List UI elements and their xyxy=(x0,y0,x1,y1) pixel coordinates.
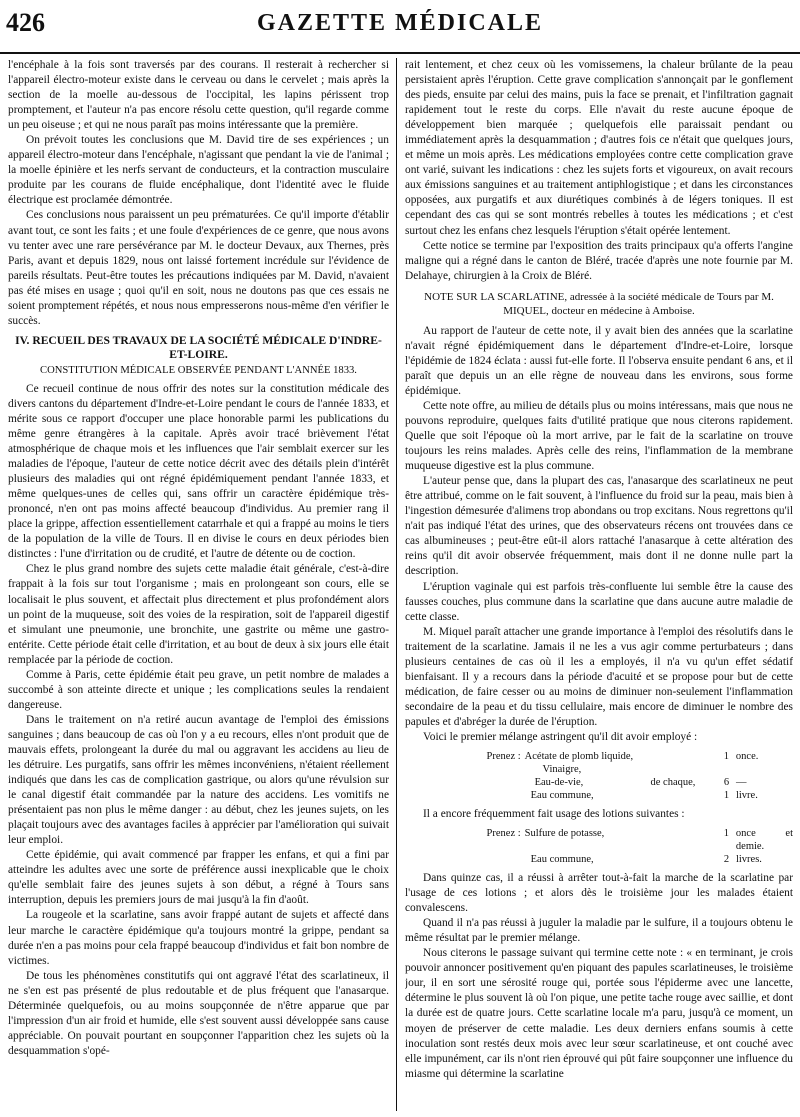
paragraph: La rougeole et la scarlatine, sans avoir frappé autant de sujets et affecté dans leur marche le caractère épidémique qu'a toujours montré la grippe, pendant sa durée n'en a pas moins pour cela frappé beaucoup d'individus et fait bon nombre de victimes. xyxy=(8,909,389,967)
ingredient: Eau commune, xyxy=(530,854,594,866)
prescription-label: Prenez : xyxy=(486,828,521,840)
unit: livre. xyxy=(735,790,758,802)
quantity: 6 xyxy=(723,777,730,789)
paragraph: Voici le premier mélange astringent qu'il dit avoir employé : xyxy=(423,730,698,743)
paragraph: Nous citerons le passage suivant qui termine cette note : « en terminant, je crois pouvoir annoncer positivement qu'en piquant des papules scarlatineuses, le troisième jour, il en sort une sérosité rouge qui, portée sous l'épiderme avec une lancette, détermine le plus souvent là où l'on pique, une petite tache rouge avec saillie, et dont la durée est de quatre jours. Cette scarlatine locale m'a paru, jusqu'à ce moment, un moyen de préserver de cette maladie. Les deux derniers enfans soumis à cette inoculation sont restés deux mois avec leur sœur scarlatineuse, et ont couché avec elle impunément, car ils n'ont rien éprouvé qui pût faire soupçonner une influence du miasme qui détermine la scarlatine xyxy=(405,947,793,1080)
ingredient: Acétate de plomb liquide, xyxy=(524,751,634,763)
paragraph: Dans le traitement on n'a retiré aucun avantage de l'emploi des émissions sanguines ; dans beaucoup de cas où l'on y a eu recours, elles n'ont produit que de mauvais effets, prolongeant la durée du mal ou aggravant les accidens au lieu de les détruire. Les purgatifs, sans offrir les mêmes inconvéniens, n'étaient réellement indiqués que dans les cas de complication gastrique, ou alors qu'une révulsion sur le canal digestif était commandée par la nature des accidens. Les vomitifs ne présentaient pas non plus le même danger : au début, chez les jeunes sujets, on les plaçait toujours avec des avantages faciles à apprécier par l'amélioration qui suivait leur emploi. xyxy=(8,713,389,847)
quantity: 1 xyxy=(723,751,730,763)
right-column xyxy=(405,58,793,1111)
prescription-label: Prenez : xyxy=(486,751,521,763)
page-number: 426 xyxy=(6,8,45,37)
paragraph: rait lentement, et chez ceux où les vomissemens, la chaleur brûlante de la peau persistaient après l'éruption. Cette grave complication s'annonçait par le gonflement des pieds, ensuite par celui des mains, puis la face se prenait, et l'infiltration gagnait rapidement tout le reste du corps. Elle n'avait du reste aucune époque de développement bien marquée ; quelquefois elle paraissait pendant ou immédiatement après la desquammation ; d'autres fois ce n'était que quelques jours, et même un mois après. Les médications employées contre cette complication grave ont varié, suivant les indications : chez les sujets forts et vigoureux, on avait recours aux émissions sanguines et au traitement antiphlogistique ; et dans les circonstances opposées, aux purgatifs et aux diurétiques combinés à de légers toniques. Il est cependant des cas qui se sont montrés rebelles à toutes les médications ; et c'est surtout chez les enfans chez lesquels l'éruption s'était opérée lentement. xyxy=(405,59,793,237)
section-subtitle: CONSTITUTION MÉDICALE OBSERVÉE PENDANT L'ANNÉE 1833. xyxy=(40,364,357,376)
paragraph: M. Miquel paraît attacher une grande importance à l'emploi des résolutifs dans le traitement de la scarlatine. Jamais il ne les a vus agir comme perturbateurs ; dans plusieurs centaines de cas où il les a employés, il n'a vu qu'un effet sédatif bienfaisant. Il y a recours dans la période d'acuité et se propose pour but de cette médication, de faire cesser ou au moins de diminuer non-seulement l'inflammation secondaire de la peau et du tissu cellulaire, mais encore de diminuer le nombre des papules et d'abréger la durée de l'éruption. xyxy=(405,625,793,728)
paragraph: Il a encore fréquemment fait usage des lotions suivantes : xyxy=(423,808,685,821)
paragraph: De tous les phénomènes constitutifs qui ont aggravé l'état des scarlatineux, il ne s'en est pas présenté de plus redoutable et de plus fréquent que l'anasarque. Déterminée quelquefois, ou au moins soupçonnée de n'être apparue que par l'impression d'un air froid et humide, elle s'est souvent aussi développée sans cause appréciable. On pouvait pourtant en soupçonner l'apparition chez les sujets où la desquammation s'opé- xyxy=(8,969,389,1057)
paragraph: L'auteur pense que, dans la plupart des cas, l'anasarque des scarlatineux ne peut être attribué, comme on le fait souvent, à l'influence du froid sur la peau, mais bien à l'ingestion démesurée d'alimens trop abondans ou trop excitans. Nous regrettons qu'il n'ait pas indiqué l'état des urines, que des observateurs récens ont trouvées dans ce cas albumineuses ; peut-être eût-il alors rattaché l'anasarque à cette altération des reins qu'il dit avoir observée fréquemment, mais dont il ne donne nulle part la description. xyxy=(405,475,793,578)
prescription-2 xyxy=(475,827,793,866)
paragraph: Au rapport de l'auteur de cette note, il y avait bien des années que la scarlatine n'avait régné épidémiquement dans le département d'Indre-et-Loire, lorsque l'épidémie de 1824 éclata : aussi fut-elle forte. Il l'observa ensuite pendant 6 ans, et il paraît que depuis un an elle règne de nouveau dans les environs, sous forme épidémique. xyxy=(405,324,793,397)
paragraph: l'encéphale à la fois sont traversés par des courans. Il resterait à rechercher si l'appareil électro-moteur existe dans le cerveau ou dans le cervelet ; mais après la section de la moelle au-dessous de l'occipital, les lapins périssent trop promptement, et l'auteur n'a pas encore résolu cette question, qu'il regarde comme un peu oiseuse ; et qui ne nous paraît pas moins intéressante que la première. xyxy=(8,59,389,132)
quantity: 1 xyxy=(723,790,730,802)
page-header xyxy=(0,0,800,54)
paragraph: L'éruption vaginale qui est parfois très-confluente lui semble être la cause des fausses couches, plus commune dans la scarlatine que dans aucune autre maladie de cette classe. xyxy=(405,580,793,623)
paragraph: Comme à Paris, cette épidémie était peu grave, un petit nombre de malades a succombé à son atteinte directe et unique ; les complications seules la rendaient dangereuse. xyxy=(8,668,389,711)
ingredient: Sulfure de potasse, xyxy=(524,828,605,840)
ingredient: Eau-de-vie, xyxy=(534,777,584,789)
left-column xyxy=(8,58,389,1111)
note-title: NOTE SUR LA SCARLATINE, adressée à la société médicale de Tours par M. MIQUEL, docteur en médecine à Amboise. xyxy=(424,290,774,317)
unit: livres. xyxy=(735,854,762,866)
unit: — xyxy=(736,777,747,789)
section-title: IV. RECUEIL DES TRAVAUX DE LA SOCIÉTÉ MÉDICALE D'INDRE-ET-LOIRE. xyxy=(15,333,382,361)
ingredient: Vinaigre, xyxy=(542,764,582,776)
paragraph: Cette note offre, au milieu de détails plus ou moins intéressans, mais que nous ne pouvons reproduire, quelques faits d'utilité pratique que nous citerons rapidement. Quelle que soit l'époque où la mort arrive, par le fait de la scarlatine on trouve toujours les reins malades. Après celle des reins, l'inflammation de la membrane muqueuse digestive est la plus commune. xyxy=(405,399,793,473)
unit: once. xyxy=(735,751,759,763)
paragraph: Cette notice se termine par l'exposition des traits principaux qu'a offerts l'angine maligne qui a régné dans le canton de Bléré, tracée d'après une note fournie par M. Delahaye, chirurgien à la Croix de Bléré. xyxy=(405,239,793,282)
paragraph: Chez le plus grand nombre des sujets cette maladie était générale, c'est-à-dire frappait à la fois sur tout l'organisme ; mais en prolongeant son cours, elle se localisait le plus souvent, et affectait plus directement et plus profondément alors un point de la muqueuse, soit des voies de la respiration, soit de l'appareil digestif et simulant une pneumonie, une bronchite, une gastrite ou même une gastro-entérite. Cette période était celle d'irritation, et au bout de deux à six jours elle était remplacée par la période de coction. xyxy=(8,563,389,666)
quantity: 2 xyxy=(723,854,730,866)
paragraph: Ce recueil continue de nous offrir des notes sur la constitution médicale des divers cantons du département d'Indre-et-Loire pendant le cours de l'année 1833, et mérite sous ce rapport d'occuper une place honorable parmi les publications du même genre étrangères à la capitale. Après avoir tracé brièvement l'état atmosphérique de chaque mois et les influences que l'air semblait exercer sur les maladies de l'époque, l'auteur de cette notice décrit avec des détails plein d'intérêt plusieurs des maladies qui ont régné épidémiquement pendant l'année 1833, et même quelques-unes de celles qui, sans offrir un caractère épidémique très-prononcé, n'en ont pas moins affecté beaucoup d'individus. Au premier rang il place la grippe, affection essentiellement catarrhale et qui a frappé au moins le tiers de la population de la ville de Tours. Il en divise le cours en deux périodes bien distinctes : l'une d'irritation ou de crudité, et l'autre de détente ou de coction. xyxy=(8,382,389,561)
paragraph: On prévoit toutes les conclusions que M. David tire de ses expériences ; un appareil électro-moteur dans l'encéphale, n'agissant que pendant la vie de l'animal ; la moelle épinière et les nerfs servant de conducteurs, et la contraction musculaire produite par les courans de fluide encéphalique, dont l'identité avec le fluide électrique est proclamée démontrée. xyxy=(8,134,389,207)
quantity: 1 xyxy=(723,828,730,840)
paragraph: Ces conclusions nous paraissent un peu prématurées. Ce qu'il importe d'établir avant tout, ce sont les faits ; et une foule d'expériences de ce genre, que nous avons vu tenter avec une rare persévérance par M. le docteur Devaux, aux Thernes, près Paris, avant et depuis 1829, nous ont laissé fortement incrédule sur l'évidence de pareils résultats. Peut-être toutes les précautions indiquées par M. David, n'avaient pas été mises en usage ; quoi qu'il en soit, nous ne doutons pas que ces essais ne soient promptement répétés, et nous nous empresserons nous-même d'en vérifier le succès. xyxy=(8,209,389,327)
unit: once et demie. xyxy=(735,828,793,853)
column-divider xyxy=(396,58,397,1111)
ingredient: Eau commune, xyxy=(530,790,594,802)
prescription-1 xyxy=(475,750,793,802)
journal-title: GAZETTE MÉDICALE xyxy=(256,10,544,36)
dosage-note: de chaque, xyxy=(650,777,696,789)
paragraph: Quand il n'a pas réussi à juguler la maladie par le sulfure, il a toujours obtenu le même résultat par le premier mélange. xyxy=(405,917,793,945)
paragraph: Dans quinze cas, il a réussi à arrêter tout-à-fait la marche de la scarlatine par l'usage de ces lotions ; et alors dès le troisième jour les malades étaient convalescens. xyxy=(405,872,793,915)
paragraph: Cette épidémie, qui avait commencé par frapper les enfans, et qui a fini par atteindre les adultes avec une sorte de préférence aussi inexplicable que le choix qu'elle semblait faire des jeunes sujets à son début, a régné à Tours sans interruption, depuis les premiers jours de mai jusqu'à la fin d'août. xyxy=(8,849,389,907)
